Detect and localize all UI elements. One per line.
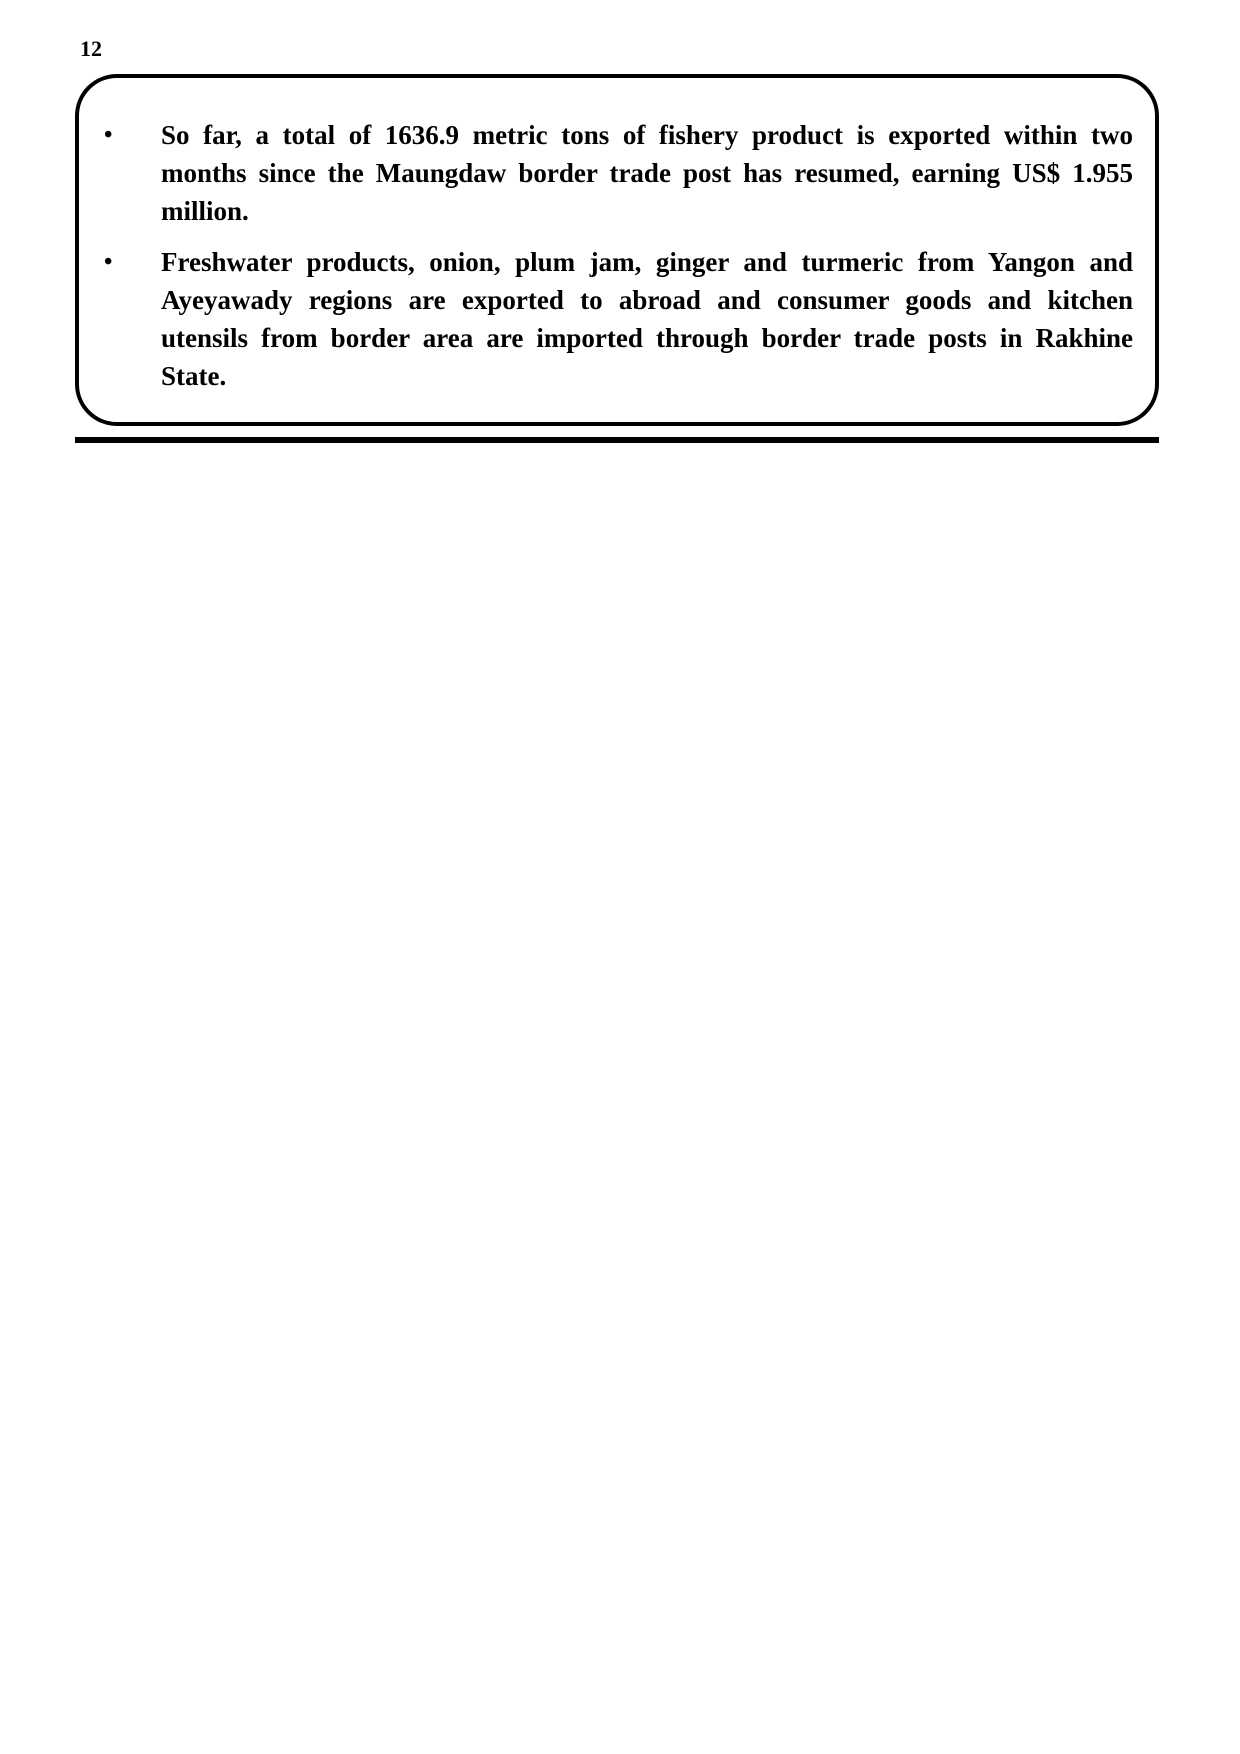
bullet-icon: • xyxy=(104,249,113,275)
list-item xyxy=(104,116,1133,230)
bullet-text-fishery-exports: So far, a total of 1636.9 metric tons of fishery product is exported within two months since the Maungdaw border trade post has resumed, earning US$ 1.955 million. xyxy=(161,120,1133,226)
bullet-text-trade-goods: Freshwater products, onion, plum jam, ginger and turmeric from Yangon and Ayeyawady regions are exported to abroad and consumer goods and kitchen utensils from border area are imported through border trade posts in Rakhine State. xyxy=(161,247,1133,391)
page-number: 12 xyxy=(80,36,102,61)
section-divider xyxy=(75,437,1159,443)
bullet-icon: • xyxy=(104,122,113,148)
list-item xyxy=(104,243,1133,395)
summary-box xyxy=(75,74,1159,426)
bullet-list xyxy=(104,116,1133,408)
